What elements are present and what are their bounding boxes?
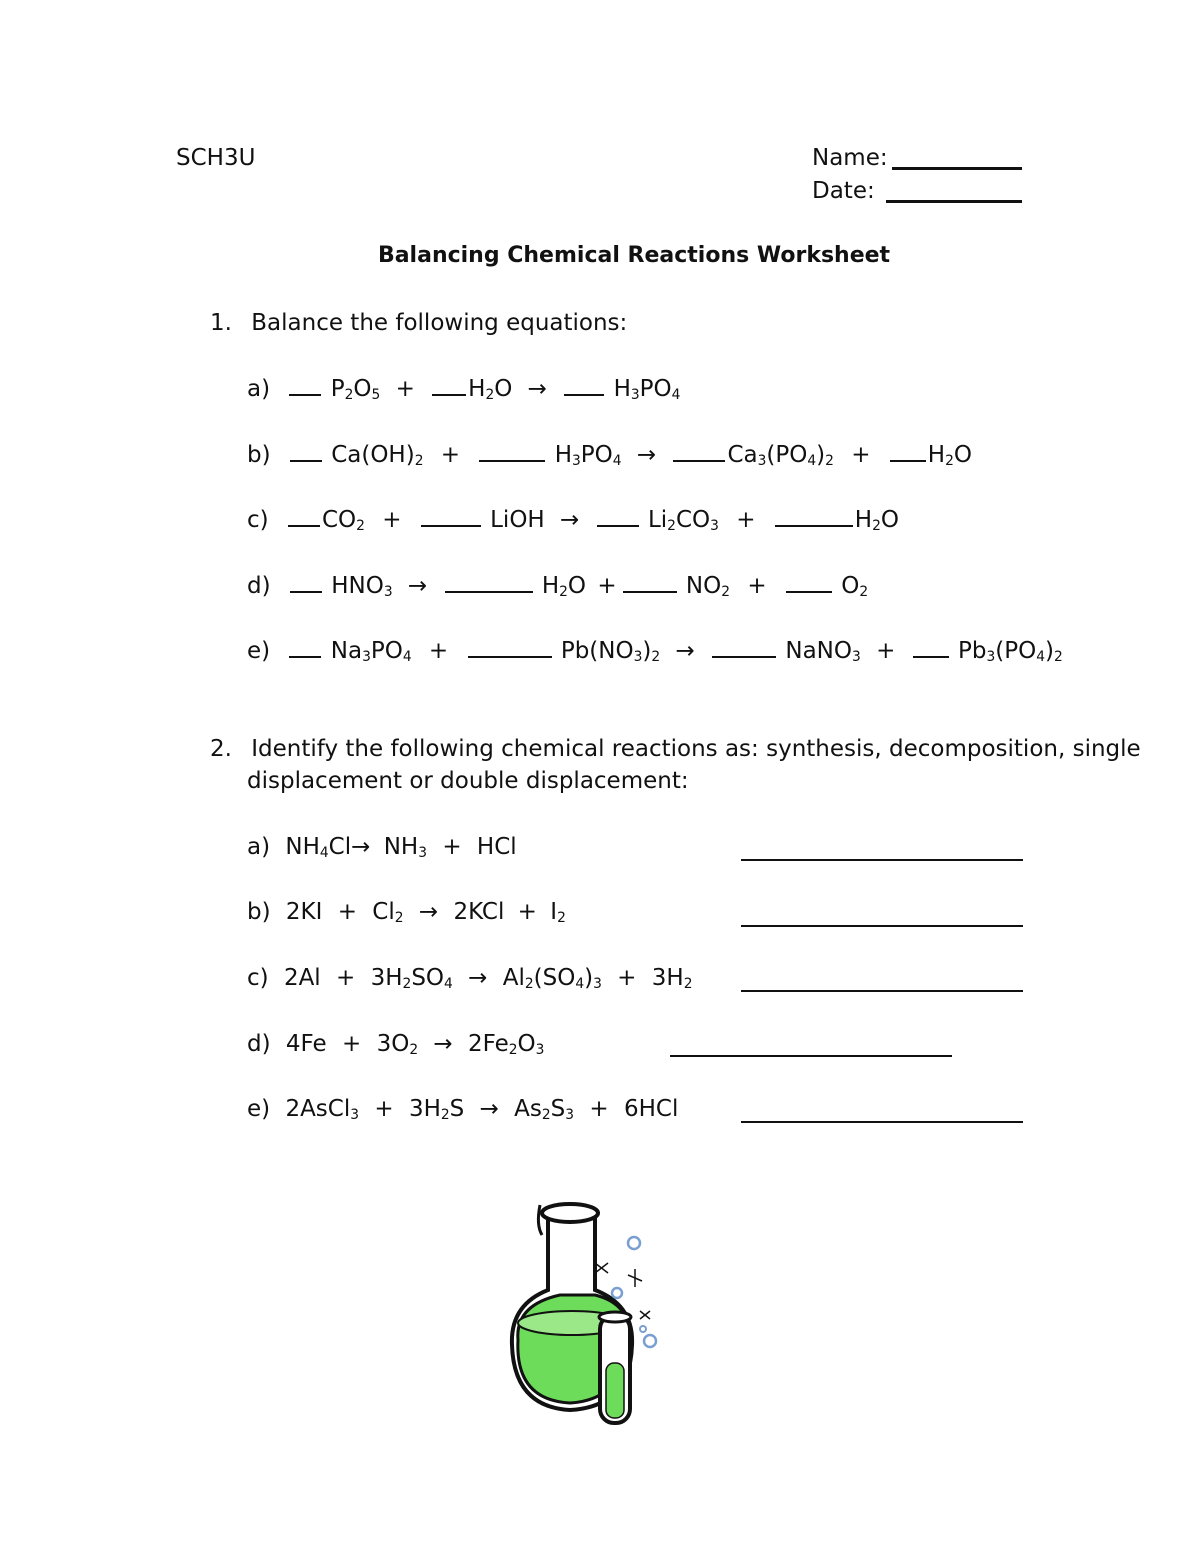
coefficient-blank[interactable] — [288, 505, 320, 527]
equation-1c: c) $CO_2$ + LiOH → $Li_2CO_3 + H_2O$ — [247, 507, 899, 534]
item-letter: e) — [247, 638, 271, 664]
coefficient-blank[interactable] — [445, 571, 533, 593]
question-prompt-line2: displacement or double displacement: — [247, 768, 689, 794]
coefficient-blank[interactable] — [290, 571, 322, 593]
coefficient-blank[interactable] — [786, 571, 832, 593]
date-field[interactable] — [886, 200, 1022, 203]
item-letter: d) — [247, 573, 271, 599]
coefficient-blank[interactable] — [564, 374, 604, 396]
item-letter: d) — [247, 1031, 271, 1057]
item-letter: a) — [247, 834, 271, 860]
item-letter: a) — [247, 376, 271, 402]
coefficient-blank[interactable] — [421, 505, 481, 527]
date-label: Date: — [812, 178, 875, 204]
equation-1d: d) $HNO_3 \to H_2O + NO_2 + O_2$ — [247, 573, 869, 600]
coefficient-blank[interactable] — [913, 636, 949, 658]
item-letter: e) — [247, 1096, 271, 1122]
answer-line-2a[interactable] — [741, 859, 1023, 861]
item-letter: c) — [247, 965, 269, 991]
coefficient-blank[interactable] — [673, 440, 725, 462]
coefficient-blank[interactable] — [597, 505, 639, 527]
coefficient-blank[interactable] — [712, 636, 776, 658]
reaction-2b: b) $2KI + Cl_2 \to 2KCl + I_2$ — [247, 899, 566, 926]
question-number: 1. — [210, 310, 232, 336]
question-prompt-line1: Identify the following chemical reactions as: synthesis, decomposition, single — [251, 736, 1141, 762]
answer-line-2c[interactable] — [741, 990, 1023, 992]
question-number: 2. — [210, 736, 232, 762]
coefficient-blank[interactable] — [289, 636, 321, 658]
coefficient-blank[interactable] — [479, 440, 545, 462]
question-1 — [210, 308, 627, 338]
equation-1b: b) $Ca(OH)_2 + H_3PO_4 \to Ca_3(PO_4)_2 + H_2O$ — [247, 442, 972, 469]
answer-line-2e[interactable] — [741, 1121, 1023, 1123]
coefficient-blank[interactable] — [432, 374, 466, 396]
reaction-2a: a) $NH_4Cl\to NH_3$ + HCl — [247, 834, 517, 861]
coefficient-blank[interactable] — [290, 440, 322, 462]
worksheet-title: Balancing Chemical Reactions Worksheet — [377, 243, 891, 268]
question-prompt: Balance the following equations: — [251, 310, 628, 336]
flask-with-test-tube-icon — [500, 1195, 680, 1435]
coefficient-blank[interactable] — [468, 636, 552, 658]
course-code: SCH3U — [176, 145, 256, 171]
coefficient-blank[interactable] — [890, 440, 926, 462]
question-2 — [210, 734, 1141, 764]
equation-1a: a) $P_2O_5 + H_2O \to H_3PO_4$ — [247, 376, 681, 403]
name-label: Name: — [812, 145, 888, 171]
reaction-2e: e) 2AsCl$_3$ + $3H_2S \to As_2S_3 + 6HCl$ — [247, 1096, 679, 1123]
coefficient-blank[interactable] — [289, 374, 321, 396]
name-field[interactable] — [892, 167, 1022, 170]
reaction-2d: d) $4Fe + 3O_2 \to 2Fe_2O_3$ — [247, 1031, 545, 1058]
coefficient-blank[interactable] — [775, 505, 853, 527]
answer-line-2b[interactable] — [741, 925, 1023, 927]
item-letter: b) — [247, 442, 271, 468]
coefficient-blank[interactable] — [623, 571, 677, 593]
reaction-2c: c) $2Al + 3H_2SO_4 \to Al_2(SO_4)_3 + 3H_2$ — [247, 965, 693, 992]
equation-1e: e) $Na_3PO_4 + Pb(NO_3)_2$ → NaNO$_3$ + $Pb_3(PO_4)_2$ — [247, 638, 1063, 665]
answer-line-2d[interactable] — [670, 1055, 952, 1057]
item-letter: b) — [247, 899, 271, 925]
item-letter: c) — [247, 507, 269, 533]
